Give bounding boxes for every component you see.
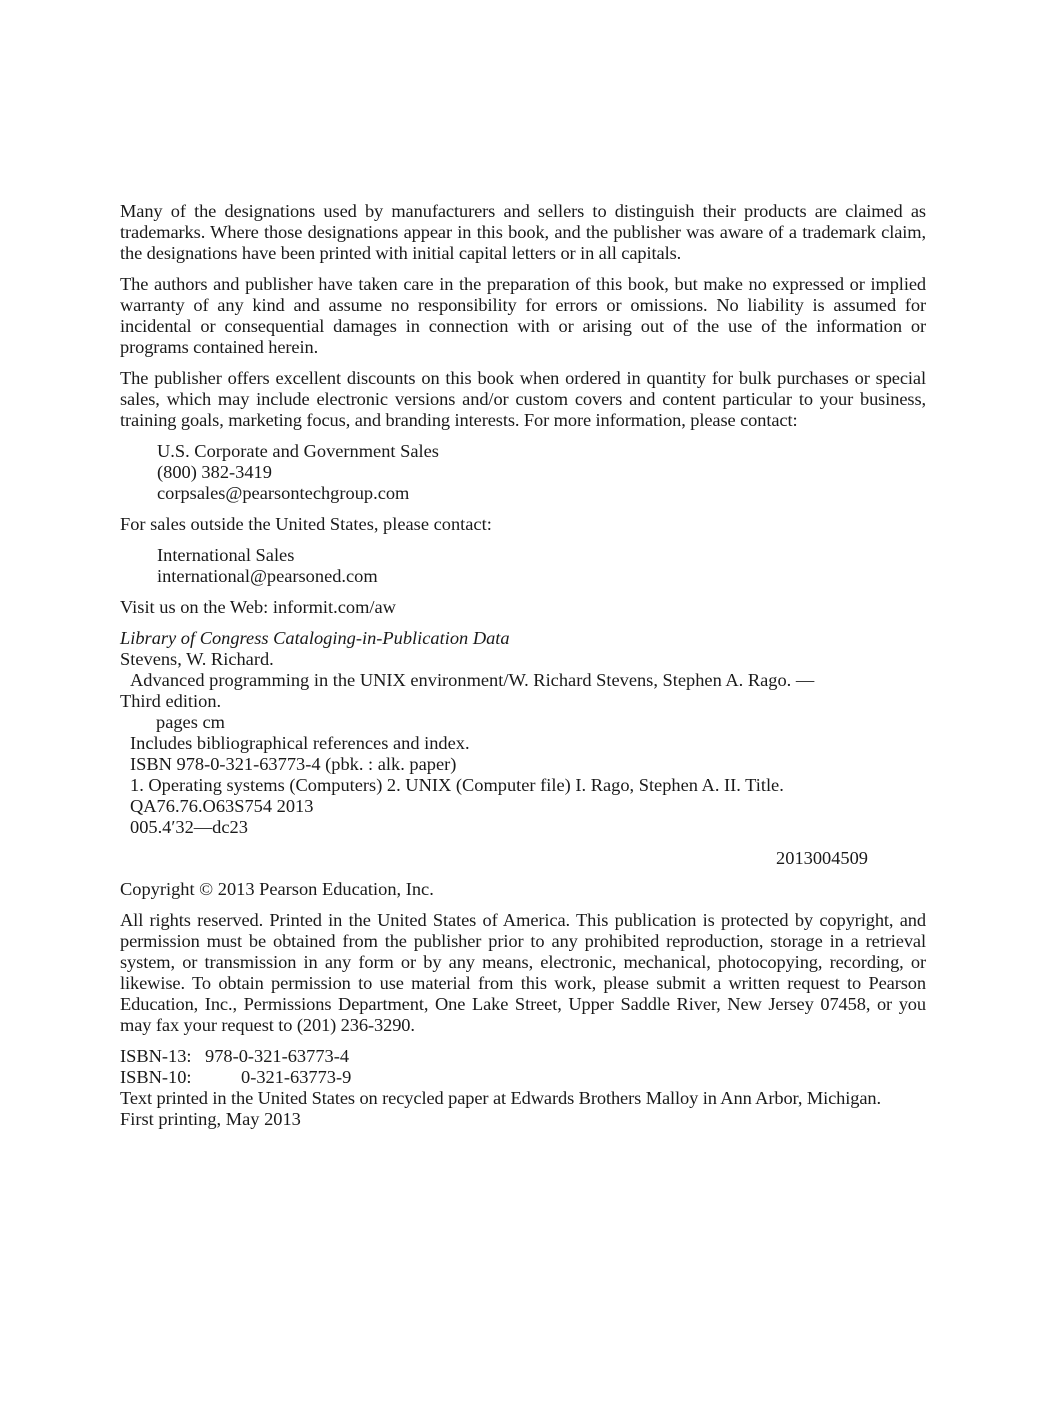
cip-subjects: 1. Operating systems (Computers) 2. UNIX (Computer file) I. Rago, Stephen A. II. Title. — [130, 775, 784, 795]
international-sales-name: International Sales — [157, 545, 295, 565]
cip-pages: pages cm — [156, 712, 225, 732]
copyright-line: Copyright © 2013 Pearson Education, Inc. — [120, 879, 434, 899]
cip-control-number: 2013004509 — [776, 848, 868, 868]
cip-lc-class: QA76.76.O63S754 2013 — [130, 796, 314, 816]
cip-includes: Includes bibliographical references and index. — [130, 733, 470, 753]
rights-paragraph: All rights reserved. Printed in the United States of America. This publication is protected by copyright, and permission must be obtained from the publisher prior to any prohibited reproduction, storage in a retrieval system, or transmission in any form or by any means, electronic, mechanical, photocopying, recording, or likewise. To obtain permission to use material from this work, please submit a written request to Pearson Education, Inc., Permissions Department, One Lake Street, Upper Saddle River, New Jersey 07458, or you may fax your request to (201) 236-3290. — [120, 910, 926, 1035]
isbn13-value: 978-0-321-63773-4 — [205, 1046, 350, 1066]
isbn10-label: ISBN-10: — [120, 1067, 192, 1087]
cip-isbn: ISBN 978-0-321-63773-4 (pbk. : alk. paper) — [130, 754, 457, 774]
isbn-block — [120, 1046, 926, 1130]
cip-dewey: 005.4′32—dc23 — [130, 817, 248, 837]
cip-edition: Third edition. — [120, 691, 222, 711]
warranty-paragraph: The authors and publisher have taken care in the preparation of this book, but make no expressed or implied warranty of any kind and assume no responsibility for errors or omissions. No liability is assumed for incidental or consequential damages in connection with or arising out of the use of the information or programs contained herein. — [120, 274, 926, 357]
trademarks-paragraph: Many of the designations used by manufacturers and sellers to distinguish their products are claimed as trademarks. Where those designations appear in this book, and the publisher was aware of a trademark claim, the designations have been printed with initial capital letters or in all capitals. — [120, 201, 926, 263]
isbn13-row — [120, 1046, 926, 1067]
copyright-page — [120, 201, 926, 1130]
cip-book-title: Advanced programming in the UNIX environment/W. Richard Stevens, Stephen A. Rago. — — [130, 670, 815, 690]
first-printing: First printing, May 2013 — [120, 1109, 301, 1129]
international-sales-email: international@pearsoned.com — [157, 566, 378, 586]
cip-author: Stevens, W. Richard. — [120, 649, 274, 669]
isbn10-value: 0-321-63773-9 — [241, 1067, 352, 1087]
us-sales-email: corpsales@pearsontechgroup.com — [157, 483, 410, 503]
cip-title: Library of Congress Cataloging-in-Publication Data — [120, 628, 510, 648]
cip-data-block — [120, 628, 926, 869]
isbn13-label: ISBN-13: — [120, 1046, 192, 1066]
us-sales-contact — [120, 441, 926, 504]
discounts-paragraph: The publisher offers excellent discounts on this book when ordered in quantity for bulk purchases or special sales, which may include electronic versions and/or custom covers and content particular to your business, training goals, marketing focus, and branding interests. For more information, please contact: — [120, 368, 926, 430]
printed-note: Text printed in the United States on recycled paper at Edwards Brothers Malloy in Ann Arbor, Michigan. — [120, 1088, 882, 1108]
web-link-line: Visit us on the Web: informit.com/aw — [120, 597, 396, 617]
us-sales-phone: (800) 382-3419 — [157, 462, 272, 482]
isbn10-row — [120, 1067, 926, 1088]
international-sales-contact — [120, 545, 926, 587]
us-sales-name: U.S. Corporate and Government Sales — [157, 441, 439, 461]
international-intro: For sales outside the United States, please contact: — [120, 514, 492, 534]
